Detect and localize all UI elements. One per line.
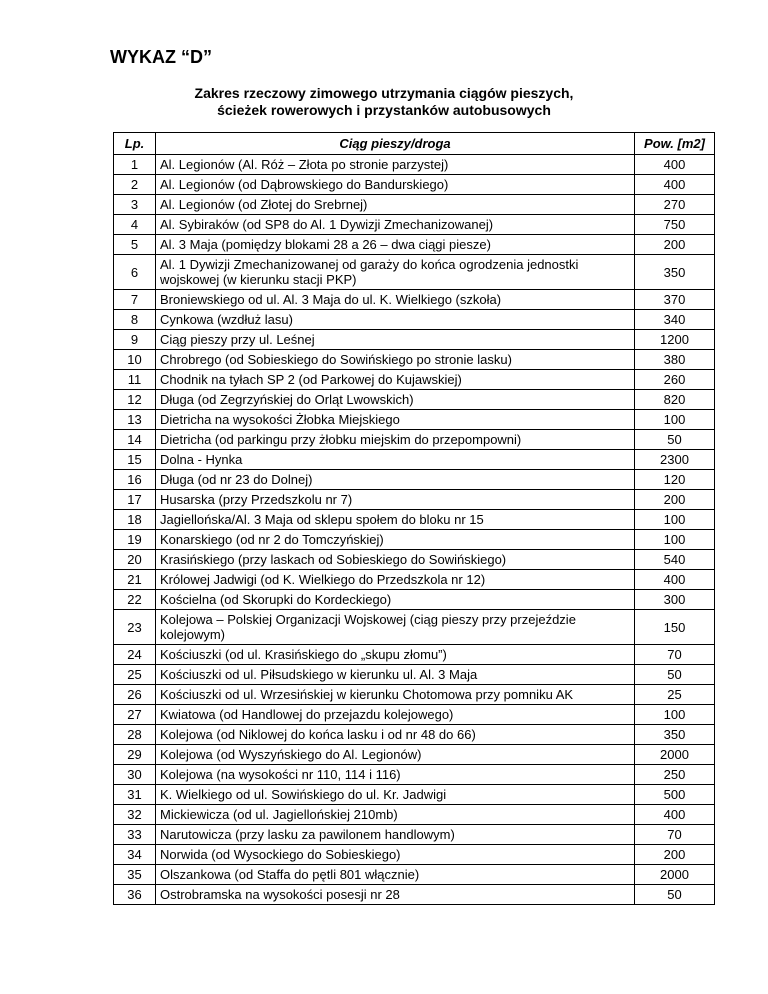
table-row	[114, 725, 715, 745]
row-area: 120	[635, 470, 715, 490]
row-route: Dietricha (od parkingu przy żłobku miejskim do przepompowni)	[156, 430, 635, 450]
table-row	[114, 410, 715, 430]
row-area: 200	[635, 490, 715, 510]
table-row	[114, 215, 715, 235]
table-row	[114, 705, 715, 725]
table-row	[114, 175, 715, 195]
row-number: 14	[114, 430, 156, 450]
row-route: Jagiellońska/Al. 3 Maja od sklepu społem do bloku nr 15	[156, 510, 635, 530]
row-route: Kościuszki od ul. Wrzesińskiej w kierunku Chotomowa przy pomniku AK	[156, 685, 635, 705]
row-number: 33	[114, 825, 156, 845]
row-number: 5	[114, 235, 156, 255]
row-number: 17	[114, 490, 156, 510]
table-row	[114, 645, 715, 665]
table-row	[114, 685, 715, 705]
row-route: K. Wielkiego od ul. Sowińskiego do ul. Kr. Jadwigi	[156, 785, 635, 805]
row-number: 13	[114, 410, 156, 430]
row-area: 350	[635, 255, 715, 290]
row-area: 400	[635, 570, 715, 590]
table-row	[114, 825, 715, 845]
row-route: Broniewskiego od ul. Al. 3 Maja do ul. K. Wielkiego (szkoła)	[156, 290, 635, 310]
row-area: 2000	[635, 865, 715, 885]
row-route: Kolejowa (od Niklowej do końca lasku i od nr 48 do 66)	[156, 725, 635, 745]
row-area: 250	[635, 765, 715, 785]
row-number: 8	[114, 310, 156, 330]
table-row	[114, 470, 715, 490]
table-row	[114, 885, 715, 905]
table-row	[114, 845, 715, 865]
row-area: 400	[635, 175, 715, 195]
row-area: 540	[635, 550, 715, 570]
row-area: 500	[635, 785, 715, 805]
row-route: Cynkowa (wzdłuż lasu)	[156, 310, 635, 330]
row-route: Chrobrego (od Sobieskiego do Sowińskiego po stronie lasku)	[156, 350, 635, 370]
row-route: Narutowicza (przy lasku za pawilonem handlowym)	[156, 825, 635, 845]
row-area: 100	[635, 705, 715, 725]
table-row	[114, 665, 715, 685]
subtitle-line-1: Zakres rzeczowy zimowego utrzymania ciągów pieszych,	[194, 85, 574, 101]
table-row	[114, 590, 715, 610]
row-area: 270	[635, 195, 715, 215]
row-area: 300	[635, 590, 715, 610]
row-route: Kościelna (od Skorupki do Kordeckiego)	[156, 590, 635, 610]
row-route: Al. 1 Dywizji Zmechanizowanej od garaży do końca ogrodzenia jednostki wojskowej (w kierunku stacji PKP)	[156, 255, 635, 290]
row-area: 2300	[635, 450, 715, 470]
row-route: Al. 3 Maja (pomiędzy blokami 28 a 26 – dwa ciągi piesze)	[156, 235, 635, 255]
row-area: 340	[635, 310, 715, 330]
row-number: 3	[114, 195, 156, 215]
table-row	[114, 865, 715, 885]
row-number: 25	[114, 665, 156, 685]
row-number: 23	[114, 610, 156, 645]
row-area: 200	[635, 235, 715, 255]
row-route: Ciąg pieszy przy ul. Leśnej	[156, 330, 635, 350]
row-number: 9	[114, 330, 156, 350]
row-number: 4	[114, 215, 156, 235]
row-route: Dolna - Hynka	[156, 450, 635, 470]
row-area: 380	[635, 350, 715, 370]
row-route: Długa (od nr 23 do Dolnej)	[156, 470, 635, 490]
table-row	[114, 745, 715, 765]
row-number: 36	[114, 885, 156, 905]
row-number: 30	[114, 765, 156, 785]
row-route: Al. Legionów (Al. Róż – Złota po stronie parzystej)	[156, 155, 635, 175]
routes-table	[113, 132, 715, 905]
row-route: Al. Legionów (od Złotej do Srebrnej)	[156, 195, 635, 215]
table-row	[114, 530, 715, 550]
row-area: 400	[635, 805, 715, 825]
table-row	[114, 155, 715, 175]
row-number: 10	[114, 350, 156, 370]
header-lp: Lp.	[114, 133, 156, 155]
table-row	[114, 195, 715, 215]
row-number: 35	[114, 865, 156, 885]
row-area: 50	[635, 430, 715, 450]
row-route: Dietricha na wysokości Żłobka Miejskiego	[156, 410, 635, 430]
row-route: Al. Sybiraków (od SP8 do Al. 1 Dywizji Zmechanizowanej)	[156, 215, 635, 235]
row-area: 100	[635, 530, 715, 550]
row-area: 50	[635, 885, 715, 905]
row-number: 29	[114, 745, 156, 765]
row-route: Konarskiego (od nr 2 do Tomczyńskiej)	[156, 530, 635, 550]
row-area: 100	[635, 510, 715, 530]
row-route: Al. Legionów (od Dąbrowskiego do Bandurskiego)	[156, 175, 635, 195]
row-route: Olszankowa (od Staffa do pętli 801 włącznie)	[156, 865, 635, 885]
row-number: 7	[114, 290, 156, 310]
row-route: Ostrobramska na wysokości posesji nr 28	[156, 885, 635, 905]
row-number: 11	[114, 370, 156, 390]
table-row	[114, 785, 715, 805]
row-number: 15	[114, 450, 156, 470]
row-number: 31	[114, 785, 156, 805]
table-header-row	[114, 133, 715, 155]
row-route: Kwiatowa (od Handlowej do przejazdu kolejowego)	[156, 705, 635, 725]
table-row	[114, 805, 715, 825]
subtitle-line-2: ścieżek rowerowych i przystanków autobusowych	[217, 102, 551, 118]
header-area: Pow. [m2]	[635, 133, 715, 155]
row-route: Mickiewicza (od ul. Jagiellońskiej 210mb)	[156, 805, 635, 825]
table-row	[114, 765, 715, 785]
row-route: Królowej Jadwigi (od K. Wielkiego do Przedszkola nr 12)	[156, 570, 635, 590]
row-area: 50	[635, 665, 715, 685]
row-number: 28	[114, 725, 156, 745]
header-route: Ciąg pieszy/droga	[156, 133, 635, 155]
row-area: 25	[635, 685, 715, 705]
row-number: 21	[114, 570, 156, 590]
table-row	[114, 350, 715, 370]
row-number: 1	[114, 155, 156, 175]
row-number: 32	[114, 805, 156, 825]
row-area: 70	[635, 645, 715, 665]
row-route: Norwida (od Wysockiego do Sobieskiego)	[156, 845, 635, 865]
table-row	[114, 390, 715, 410]
row-area: 750	[635, 215, 715, 235]
row-area: 260	[635, 370, 715, 390]
table-row	[114, 330, 715, 350]
table-row	[114, 310, 715, 330]
row-route: Kościuszki od ul. Piłsudskiego w kierunku ul. Al. 3 Maja	[156, 665, 635, 685]
row-number: 18	[114, 510, 156, 530]
row-area: 100	[635, 410, 715, 430]
row-number: 2	[114, 175, 156, 195]
row-area: 370	[635, 290, 715, 310]
table-row	[114, 255, 715, 290]
row-area: 2000	[635, 745, 715, 765]
row-number: 27	[114, 705, 156, 725]
table-body	[114, 155, 715, 905]
table-row	[114, 290, 715, 310]
document-heading: WYKAZ “D”	[110, 47, 212, 67]
row-number: 19	[114, 530, 156, 550]
row-area: 400	[635, 155, 715, 175]
row-area: 200	[635, 845, 715, 865]
row-area: 350	[635, 725, 715, 745]
row-number: 26	[114, 685, 156, 705]
row-number: 34	[114, 845, 156, 865]
row-route: Krasińskiego (przy laskach od Sobieskiego do Sowińskiego)	[156, 550, 635, 570]
row-number: 16	[114, 470, 156, 490]
row-area: 150	[635, 610, 715, 645]
table-row	[114, 490, 715, 510]
row-route: Husarska (przy Przedszkolu nr 7)	[156, 490, 635, 510]
row-number: 6	[114, 255, 156, 290]
row-route: Kościuszki (od ul. Krasińskiego do „skupu złomu”)	[156, 645, 635, 665]
row-number: 22	[114, 590, 156, 610]
table-row	[114, 610, 715, 645]
table-row	[114, 450, 715, 470]
row-route: Kolejowa – Polskiej Organizacji Wojskowej (ciąg pieszy przy przejeździe kolejowym)	[156, 610, 635, 645]
row-route: Kolejowa (na wysokości nr 110, 114 i 116)	[156, 765, 635, 785]
row-number: 12	[114, 390, 156, 410]
table-row	[114, 570, 715, 590]
table-row	[114, 370, 715, 390]
row-area: 70	[635, 825, 715, 845]
row-route: Długa (od Zegrzyńskiej do Orląt Lwowskich)	[156, 390, 635, 410]
row-route: Kolejowa (od Wyszyńskiego do Al. Legionów)	[156, 745, 635, 765]
document-subtitle	[0, 85, 768, 119]
row-route: Chodnik na tyłach SP 2 (od Parkowej do Kujawskiej)	[156, 370, 635, 390]
table-row	[114, 510, 715, 530]
row-area: 820	[635, 390, 715, 410]
row-number: 24	[114, 645, 156, 665]
table-row	[114, 235, 715, 255]
table-row	[114, 430, 715, 450]
row-area: 1200	[635, 330, 715, 350]
row-number: 20	[114, 550, 156, 570]
table-row	[114, 550, 715, 570]
